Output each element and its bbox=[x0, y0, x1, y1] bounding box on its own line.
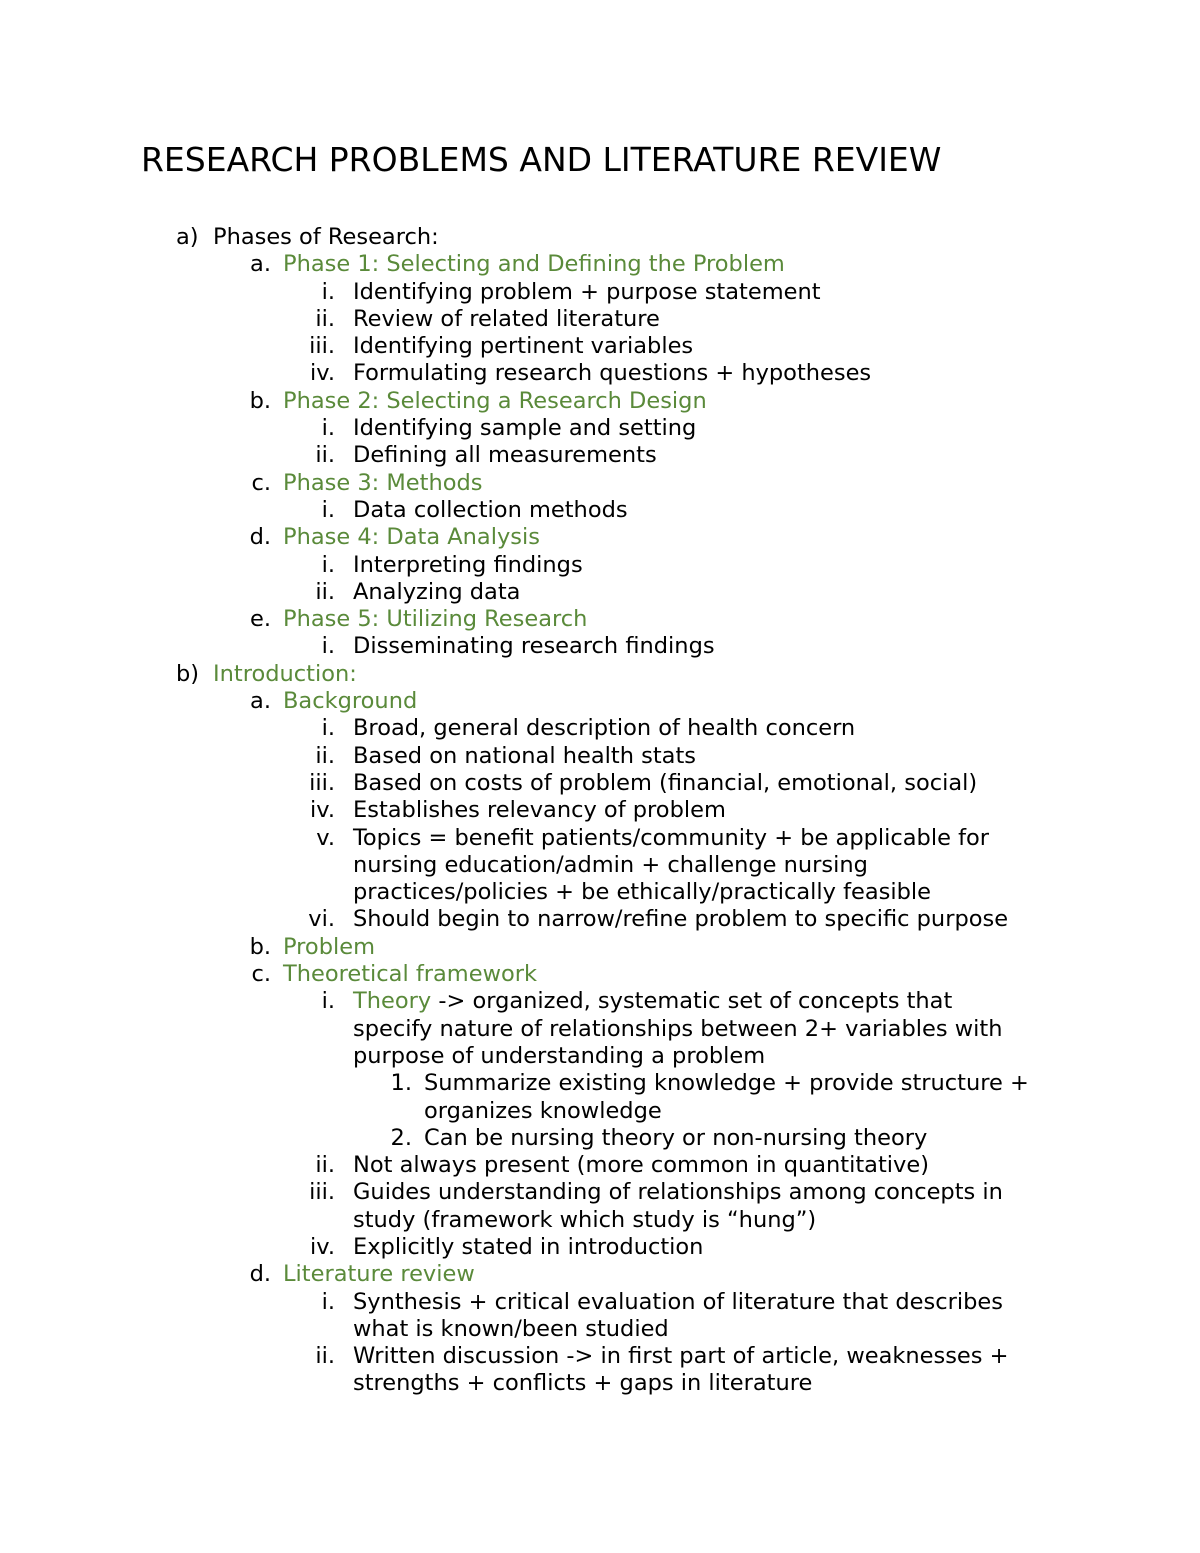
outline-item-level-3 bbox=[0, 497, 1200, 524]
outline-item-level-3 bbox=[0, 552, 1200, 579]
outline-item-text: Not always present (more common in quantitative) bbox=[353, 1152, 929, 1179]
list-marker: v. bbox=[316, 824, 335, 851]
outline-item-line: Guides understanding of relationships among concepts in bbox=[353, 1179, 1003, 1206]
outline-item-line: Theory -> organized, systematic set of concepts that bbox=[353, 988, 953, 1015]
list-marker: i. bbox=[321, 278, 335, 305]
outline-item-text: Theoretical framework bbox=[283, 961, 538, 988]
outline-item-level-2 bbox=[0, 470, 1200, 497]
outline-item-line: study (framework which study is “hung”) bbox=[353, 1206, 817, 1233]
list-marker: iv. bbox=[310, 1233, 335, 1260]
outline-item-level-3 bbox=[0, 715, 1200, 742]
outline-item-text: Phase 4: Data Analysis bbox=[283, 524, 540, 551]
outline-item-line: Written discussion -> in first part of article, weaknesses + bbox=[353, 1343, 1009, 1370]
outline-item-level-3 bbox=[0, 1152, 1200, 1179]
outline-item-text bbox=[353, 1289, 1053, 1344]
outline-item-level-2 bbox=[0, 688, 1200, 715]
outline-item-text: Review of related literature bbox=[353, 305, 660, 332]
outline-item-text: Phase 1: Selecting and Defining the Problem bbox=[283, 251, 785, 278]
list-marker: ii. bbox=[315, 305, 335, 332]
outline-item-level-1 bbox=[0, 224, 1200, 251]
outline-item-level-3 bbox=[0, 279, 1200, 306]
list-marker: i. bbox=[321, 415, 335, 442]
list-marker: e. bbox=[250, 606, 271, 633]
outline-item-text: Explicitly stated in introduction bbox=[353, 1233, 704, 1260]
outline-item-text: Formulating research questions + hypotheses bbox=[353, 360, 872, 387]
outline-item-level-2 bbox=[0, 524, 1200, 551]
list-marker: i. bbox=[321, 633, 335, 660]
outline-item-text: Broad, general description of health concern bbox=[353, 715, 856, 742]
outline-item-text: Based on costs of problem (financial, emotional, social) bbox=[353, 769, 978, 796]
outline-item-level-3 bbox=[0, 633, 1200, 660]
page-title: RESEARCH PROBLEMS AND LITERATURE REVIEW bbox=[141, 140, 942, 179]
outline-item-level-3 bbox=[0, 1343, 1200, 1398]
list-marker: iv. bbox=[310, 797, 335, 824]
outline-item-level-3 bbox=[0, 333, 1200, 360]
list-marker: ii. bbox=[315, 442, 335, 469]
outline-item-text bbox=[353, 988, 1053, 1070]
list-marker: b. bbox=[249, 387, 271, 414]
outline-item-level-4 bbox=[0, 1125, 1200, 1152]
outline-item-text: Establishes relevancy of problem bbox=[353, 797, 726, 824]
outline-item-line: practices/policies + be ethically/practically feasible bbox=[353, 879, 931, 906]
outline-item-text: Phase 2: Selecting a Research Design bbox=[283, 387, 707, 414]
outline-item-text bbox=[353, 825, 1053, 907]
outline-item-text: Identifying sample and setting bbox=[353, 415, 697, 442]
outline-item-line: specify nature of relationships between 2+ variables with bbox=[353, 1015, 1003, 1042]
outline-item-line: Topics = benefit patients/community + be applicable for bbox=[353, 824, 990, 851]
list-marker: i. bbox=[321, 1288, 335, 1315]
outline-item-level-3 bbox=[0, 1289, 1200, 1344]
list-marker: a) bbox=[176, 224, 199, 250]
list-marker: a. bbox=[250, 251, 271, 278]
list-marker: ii. bbox=[315, 1343, 335, 1370]
outline-item-text: Literature review bbox=[283, 1261, 475, 1288]
outline-item-level-3 bbox=[0, 797, 1200, 824]
outline-item-level-3 bbox=[0, 415, 1200, 442]
list-marker: d. bbox=[249, 1261, 271, 1288]
list-marker: 1. bbox=[390, 1070, 412, 1097]
outline-item-level-3 bbox=[0, 579, 1200, 606]
outline-item-text bbox=[353, 1179, 1053, 1234]
list-marker: ii. bbox=[315, 1152, 335, 1179]
list-marker: c. bbox=[251, 961, 271, 988]
list-marker: ii. bbox=[315, 742, 335, 769]
outline-item-text: Should begin to narrow/refine problem to specific purpose bbox=[353, 906, 1009, 933]
list-marker: c. bbox=[251, 469, 271, 496]
outline-item-text: Phases of Research: bbox=[213, 224, 439, 250]
list-marker: ii. bbox=[315, 578, 335, 605]
outline-item-text: Phase 3: Methods bbox=[283, 469, 483, 496]
outline-item-line: strengths + conflicts + gaps in literature bbox=[353, 1370, 813, 1397]
outline-item-level-2 bbox=[0, 961, 1200, 988]
outline-item-text bbox=[424, 1070, 1074, 1125]
list-marker: b. bbox=[249, 933, 271, 960]
outline-item-line: nursing education/admin + challenge nursing bbox=[353, 851, 868, 878]
outline-item-text: Phase 5: Utilizing Research bbox=[283, 606, 588, 633]
outline-item-line: purpose of understanding a problem bbox=[353, 1042, 766, 1069]
list-marker: i. bbox=[321, 496, 335, 523]
list-marker: i. bbox=[321, 715, 335, 742]
outline-item-text: Interpreting findings bbox=[353, 551, 583, 578]
outline-item-level-3 bbox=[0, 988, 1200, 1070]
outline-item-text: Identifying pertinent variables bbox=[353, 333, 694, 360]
list-marker: iii. bbox=[309, 1179, 335, 1206]
list-marker: i. bbox=[321, 988, 335, 1015]
list-marker: b) bbox=[176, 660, 200, 687]
outline-item-level-3 bbox=[0, 906, 1200, 933]
outline-item-level-1 bbox=[0, 661, 1200, 688]
outline-item-text: Background bbox=[283, 688, 418, 715]
list-marker: iii. bbox=[309, 333, 335, 360]
outline-item-text: Analyzing data bbox=[353, 578, 521, 605]
outline-item-level-2 bbox=[0, 251, 1200, 278]
outline-item-text bbox=[353, 1343, 1053, 1398]
outline-item-level-3 bbox=[0, 825, 1200, 907]
outline-item-text: Can be nursing theory or non-nursing theory bbox=[424, 1124, 928, 1151]
list-marker: a. bbox=[250, 688, 271, 715]
outline-item-level-3 bbox=[0, 1234, 1200, 1261]
outline-item-text: Based on national health stats bbox=[353, 742, 696, 769]
outline-item-line: Summarize existing knowledge + provide structure + bbox=[424, 1070, 1029, 1097]
outline-item-level-2 bbox=[0, 606, 1200, 633]
outline-item-text: Disseminating research findings bbox=[353, 633, 715, 660]
outline-item-text: Introduction: bbox=[213, 660, 357, 687]
outline-list bbox=[0, 224, 1200, 1398]
outline-item-level-3 bbox=[0, 306, 1200, 333]
outline-item-level-2 bbox=[0, 388, 1200, 415]
highlighted-term: Theory bbox=[353, 988, 432, 1015]
outline-item-level-3 bbox=[0, 1179, 1200, 1234]
outline-item-line: Synthesis + critical evaluation of literature that describes bbox=[353, 1288, 1003, 1315]
outline-item-text: Defining all measurements bbox=[353, 442, 657, 469]
outline-item-level-2 bbox=[0, 934, 1200, 961]
outline-item-level-3 bbox=[0, 770, 1200, 797]
outline-item-level-3 bbox=[0, 743, 1200, 770]
list-marker: iii. bbox=[309, 769, 335, 796]
list-marker: vi. bbox=[308, 906, 335, 933]
outline-item-level-2 bbox=[0, 1261, 1200, 1288]
outline-item-text: Identifying problem + purpose statement bbox=[353, 278, 821, 305]
list-marker: 2. bbox=[390, 1124, 412, 1151]
outline-item-level-3 bbox=[0, 442, 1200, 469]
outline-item-text: Problem bbox=[283, 933, 375, 960]
outline-item-level-3 bbox=[0, 360, 1200, 387]
outline-item-line: what is known/been studied bbox=[353, 1315, 669, 1342]
list-marker: i. bbox=[321, 551, 335, 578]
outline-item-text: Data collection methods bbox=[353, 496, 628, 523]
list-marker: d. bbox=[249, 524, 271, 551]
list-marker: iv. bbox=[310, 360, 335, 387]
outline-item-level-4 bbox=[0, 1070, 1200, 1125]
outline-item-line: organizes knowledge bbox=[424, 1097, 662, 1124]
